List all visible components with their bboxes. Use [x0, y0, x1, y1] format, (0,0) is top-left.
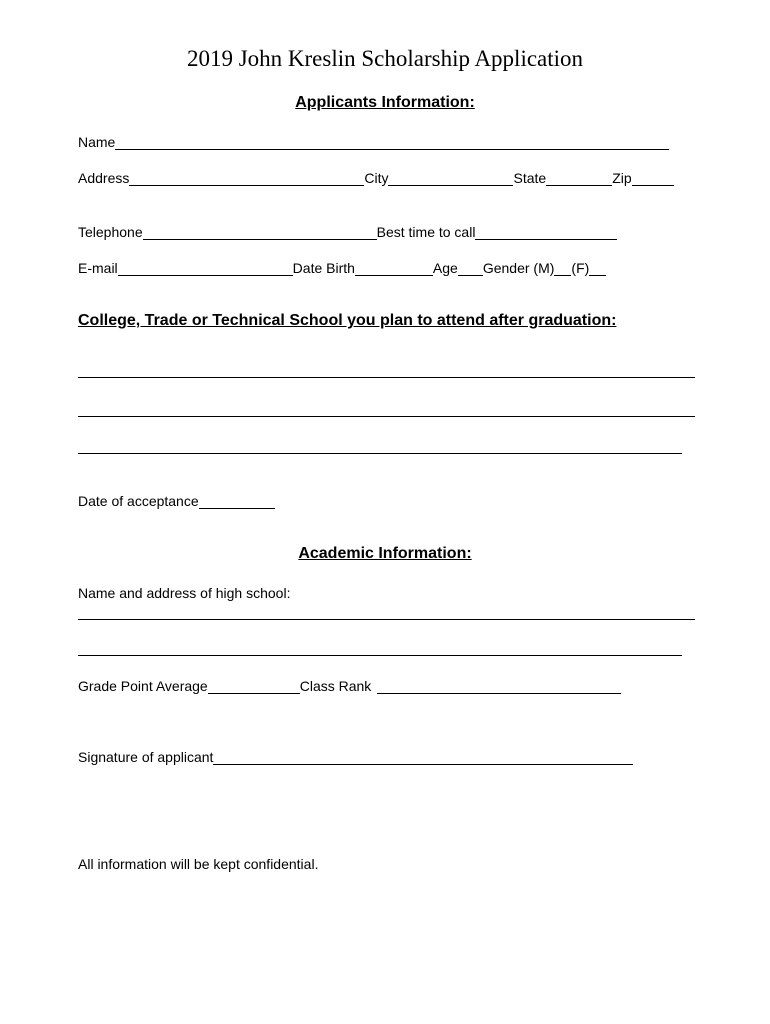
- confidential-row: [78, 854, 318, 872]
- email-row: [78, 258, 606, 276]
- address-field[interactable]: [129, 171, 364, 186]
- high-school-label: Name and address of high school:: [78, 585, 291, 601]
- form-title: 2019 John Kreslin Scholarship Application: [186, 46, 584, 71]
- city-field[interactable]: [388, 171, 513, 186]
- name-label: Name: [78, 134, 116, 150]
- school-line-1[interactable]: [78, 377, 695, 378]
- signature-label: Signature of applicant: [78, 749, 214, 765]
- confidential-note: All information will be kept confidential.: [78, 856, 319, 872]
- date-birth-label: Date Birth: [292, 260, 355, 276]
- name-row: [78, 132, 669, 150]
- class-rank-label: Class Rank: [299, 678, 372, 694]
- date-acceptance-row: [78, 491, 275, 509]
- gpa-row: [78, 676, 621, 694]
- gpa-field[interactable]: [208, 679, 300, 694]
- date-acceptance-field[interactable]: [199, 494, 275, 509]
- city-label: City: [364, 170, 389, 186]
- best-time-field[interactable]: [475, 225, 617, 240]
- school-line-3[interactable]: [78, 453, 682, 454]
- applicants-heading: Applicants Information:: [295, 94, 475, 111]
- school-heading: College, Trade or Technical School you plan to attend after graduation:: [78, 312, 617, 329]
- state-field[interactable]: [546, 171, 612, 186]
- zip-field[interactable]: [632, 171, 674, 186]
- high-school-line-2[interactable]: [78, 655, 682, 656]
- address-label: Address: [78, 170, 130, 186]
- telephone-label: Telephone: [78, 224, 143, 240]
- date-acceptance-label: Date of acceptance: [78, 493, 199, 509]
- signature-field[interactable]: [213, 750, 633, 765]
- signature-row: [78, 747, 633, 765]
- high-school-row: [78, 583, 290, 601]
- high-school-line-1[interactable]: [78, 619, 695, 620]
- age-field[interactable]: [458, 261, 483, 276]
- female-label: (F): [571, 260, 590, 276]
- gender-female-field[interactable]: [589, 261, 606, 276]
- state-label: State: [513, 170, 547, 186]
- gender-label: Gender (M): [482, 260, 555, 276]
- best-time-label: Best time to call: [376, 224, 476, 240]
- email-field[interactable]: [118, 261, 293, 276]
- email-label: E-mail: [78, 260, 118, 276]
- gpa-label: Grade Point Average: [78, 678, 208, 694]
- date-birth-field[interactable]: [355, 261, 433, 276]
- address-row: [78, 168, 674, 186]
- telephone-field[interactable]: [143, 225, 377, 240]
- telephone-row: [78, 222, 617, 240]
- academic-heading: Academic Information:: [298, 545, 472, 562]
- school-line-2[interactable]: [78, 416, 695, 417]
- age-label: Age: [432, 260, 458, 276]
- class-rank-field[interactable]: [377, 679, 621, 694]
- name-field[interactable]: [115, 135, 669, 150]
- zip-label: Zip: [612, 170, 632, 186]
- gender-male-field[interactable]: [554, 261, 571, 276]
